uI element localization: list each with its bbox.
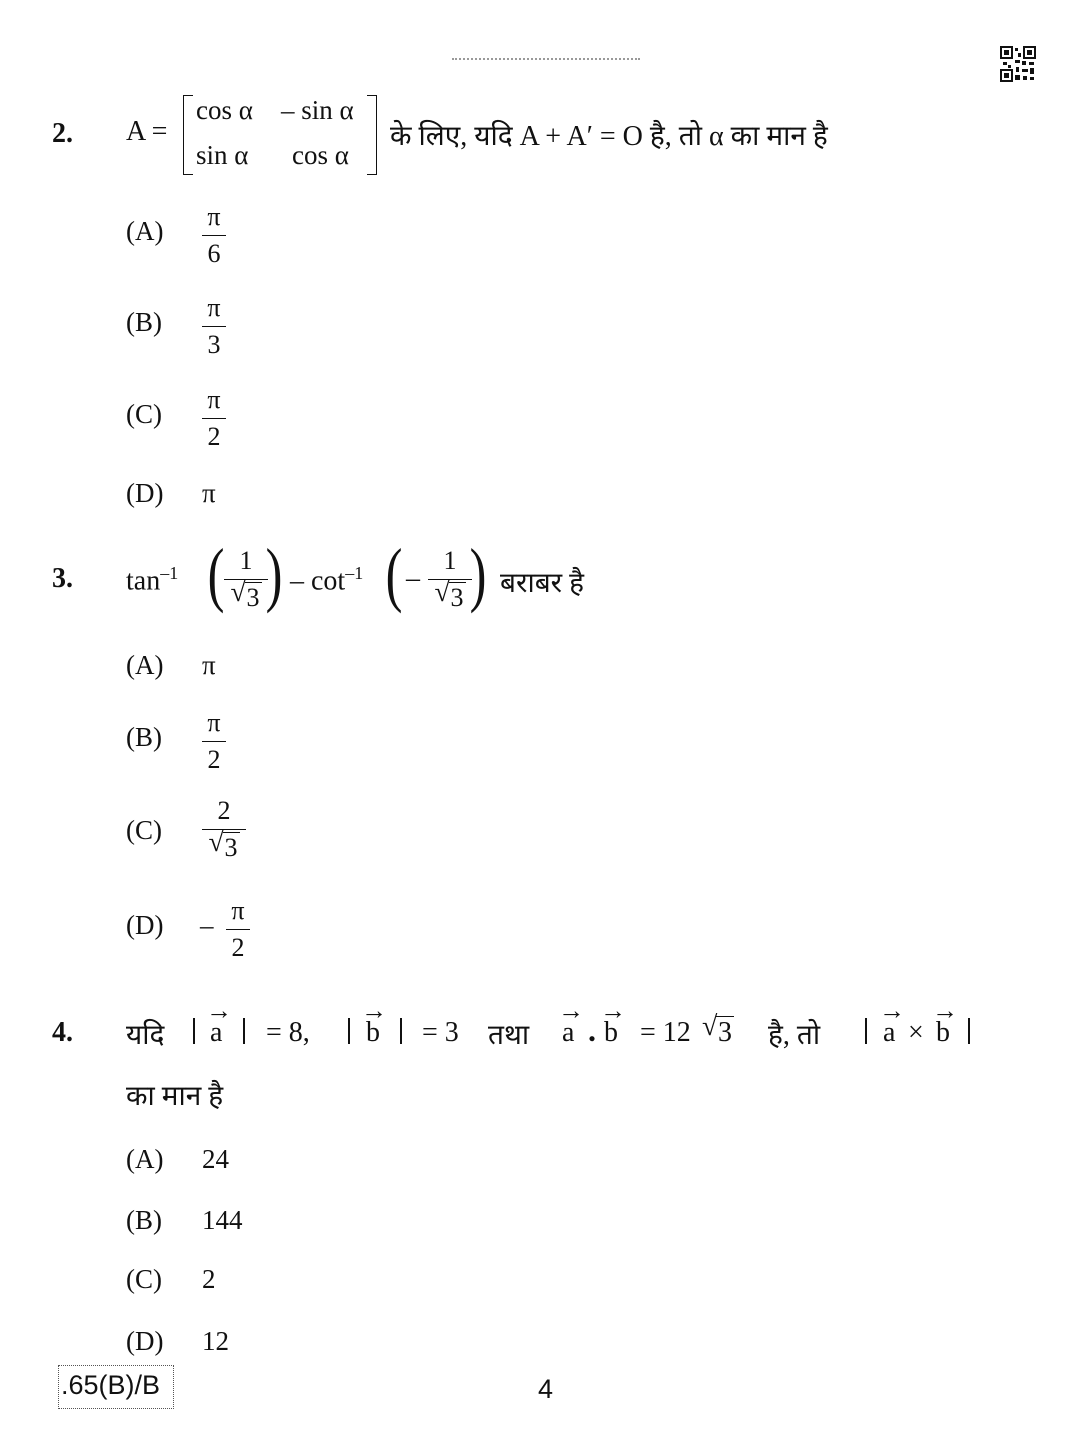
option-value: 24 bbox=[202, 1144, 229, 1174]
vector-a: a bbox=[883, 1017, 896, 1048]
matrix-entry: cos α bbox=[292, 140, 349, 170]
fraction-one-over-root3: 1 √ 3 bbox=[428, 548, 472, 611]
dot-operator: . bbox=[588, 1012, 596, 1048]
question-text: के लिए, यदि A + A′ = O है, तो α का मान है bbox=[390, 121, 828, 152]
abs-bar bbox=[400, 1018, 402, 1044]
fraction-one-over-root3: 1 √ 3 bbox=[224, 548, 268, 611]
vector-a: a bbox=[562, 1017, 575, 1048]
option-label: (D) bbox=[126, 1326, 164, 1356]
minus-sign: – bbox=[406, 563, 420, 594]
vector-a: a bbox=[210, 1017, 223, 1048]
header-microtext bbox=[452, 58, 640, 63]
paper-code: .65(B)/B bbox=[61, 1370, 161, 1400]
question-text: बराबर है bbox=[500, 568, 585, 599]
cross-operator: × bbox=[908, 1017, 924, 1048]
option-label: (C) bbox=[126, 1264, 162, 1294]
question-number: 2. bbox=[52, 118, 73, 149]
option-sign: – bbox=[200, 910, 214, 940]
option-value: 144 bbox=[202, 1205, 243, 1235]
abs-bar bbox=[348, 1018, 350, 1044]
vector-b: b bbox=[604, 1017, 618, 1048]
equals-12: = 12 bbox=[640, 1017, 691, 1048]
question-number: 4. bbox=[52, 1017, 73, 1048]
matrix-lhs: A = bbox=[126, 116, 168, 147]
page-number: 4 bbox=[538, 1374, 554, 1404]
tan-inverse: $\tan^{-1}$ bbox=[126, 563, 179, 597]
vector-arrow-icon: → bbox=[558, 996, 584, 1025]
equals-8: = 8, bbox=[266, 1017, 310, 1048]
vector-arrow-icon: → bbox=[361, 996, 387, 1025]
paren-close: ) bbox=[469, 534, 487, 614]
option-value: 2 bbox=[202, 1264, 216, 1294]
option-fraction: $\frac{\pi}{3}$ bbox=[202, 295, 226, 358]
abs-bar bbox=[865, 1018, 867, 1044]
option-value: π bbox=[202, 478, 216, 508]
option-label: (C) bbox=[126, 399, 162, 429]
hai-to-text: है, तो bbox=[768, 1020, 821, 1051]
matrix-entry: cos α bbox=[196, 95, 253, 125]
option-fraction: 2 √ 3 bbox=[202, 798, 246, 861]
option-label: (D) bbox=[126, 478, 164, 508]
option-fraction: $\frac{\pi}{6}$ bbox=[202, 204, 226, 267]
abs-bar bbox=[968, 1018, 970, 1044]
abs-bar bbox=[243, 1018, 245, 1044]
paren-open: ( bbox=[385, 534, 403, 614]
option-fraction: $\frac{\pi}{2}$ bbox=[226, 898, 250, 961]
option-label: (C) bbox=[126, 815, 162, 845]
qr-code-icon bbox=[1000, 46, 1036, 82]
paper-code-box bbox=[58, 1365, 174, 1409]
equals-3: = 3 bbox=[422, 1017, 459, 1048]
vector-arrow-icon: → bbox=[932, 996, 958, 1025]
tatha-text: तथा bbox=[488, 1020, 530, 1051]
question-number: 3. bbox=[52, 563, 73, 594]
matrix-entry: – sin α bbox=[281, 95, 354, 125]
option-fraction: $\frac{\pi}{2}$ bbox=[202, 387, 226, 450]
option-label: (A) bbox=[126, 1144, 164, 1174]
paren-open: ( bbox=[207, 534, 225, 614]
abs-bar bbox=[193, 1018, 195, 1044]
yadi-text: यदि bbox=[126, 1020, 165, 1051]
sqrt-3: √ 3 bbox=[702, 1011, 732, 1048]
matrix-entry: sin α bbox=[196, 140, 249, 170]
option-label: (B) bbox=[126, 307, 162, 337]
option-value: 12 bbox=[202, 1326, 229, 1356]
question-text-line2: का मान है bbox=[126, 1081, 224, 1112]
vector-arrow-icon: → bbox=[879, 996, 905, 1025]
option-label: (D) bbox=[126, 910, 164, 940]
cot-inverse: – $\cot^{-1}$ bbox=[290, 563, 364, 597]
vector-arrow-icon: → bbox=[206, 996, 232, 1025]
option-label: (A) bbox=[126, 216, 164, 246]
option-label: (A) bbox=[126, 650, 164, 680]
paren-close: ) bbox=[265, 534, 283, 614]
vector-arrow-icon: → bbox=[600, 996, 626, 1025]
vector-b: b bbox=[936, 1017, 950, 1048]
option-label: (B) bbox=[126, 1205, 162, 1235]
option-fraction: $\frac{\pi}{2}$ bbox=[202, 710, 226, 773]
option-label: (B) bbox=[126, 722, 162, 752]
vector-b: b bbox=[366, 1017, 380, 1048]
option-value: π bbox=[202, 650, 216, 680]
